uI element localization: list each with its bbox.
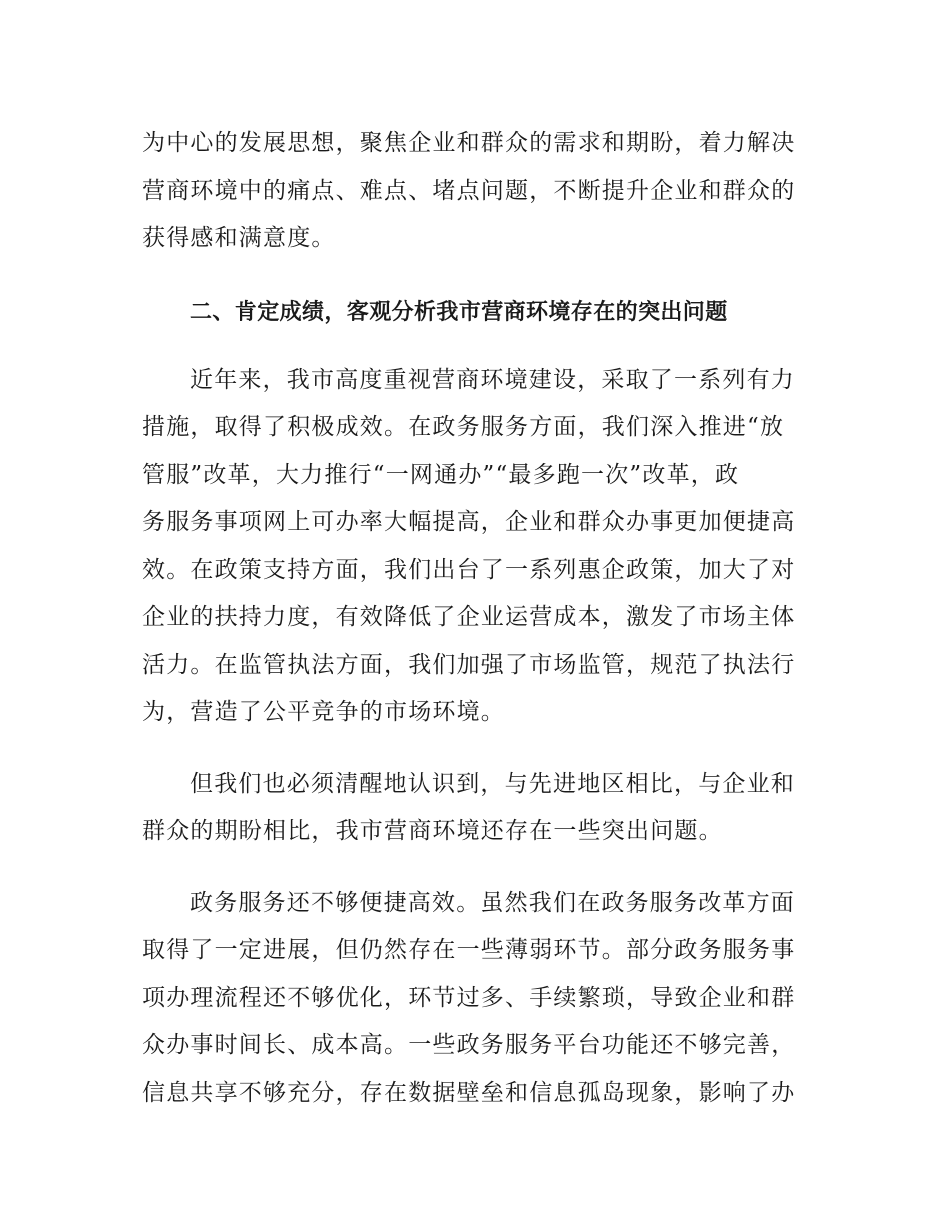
paragraph-line: 但我们也必须清醒地认识到，与先进地区相比，与企业和 [190,770,795,797]
paragraph-line: 效。在政策支持方面，我们出台了一系列惠企政策，加大了对 [142,556,796,583]
paragraph-line: 企业的扶持力度，有效降低了企业运营成本，激发了市场主体 [142,604,796,630]
paragraph-government-services [142,880,812,1118]
section-heading: 二、肯定成绩，客观分析我市营商环境存在的突出问题 [190,299,728,325]
paragraph-line: 项办理流程还不够优化，环节过多、手续繁琐，导致企业和群 [142,984,796,1011]
paragraph-line: 获得感和满意度。 [142,225,336,251]
paragraph-line: 为中心的发展思想，聚焦企业和群众的需求和期盼，着力解决 [142,130,796,156]
paragraph-line: 为，营造了公平竞争的市场环境。 [142,699,505,725]
paragraph-line: 取得了一定进展，但仍然存在一些薄弱环节。部分政务服务事 [142,937,796,963]
paragraph-problems-intro [142,761,812,856]
paragraph-continued [142,120,812,263]
paragraph-line: 务服务事项网上可办率大幅提高，企业和群众办事更加便捷高 [142,509,796,535]
paragraph-line: 群众的期盼相比，我市营商环境还存在一些突出问题。 [142,818,723,844]
paragraph-line: 众办事时间长、成本高。一些政务服务平台功能还不够完善， [142,1032,796,1058]
paragraph-line: 管服”改革，大力推行“一网通办”“最多跑一次”改革，政 [142,461,740,488]
paragraph-line: 措施，取得了积极成效。在政务服务方面，我们深入推进“放 [142,414,785,440]
paragraph-achievements [142,357,812,737]
paragraph-line: 营商环境中的痛点、难点、堵点问题，不断提升企业和群众的 [142,177,796,204]
paragraph-line: 信息共享不够充分，存在数据壁垒和信息孤岛现象，影响了办 [142,1079,796,1106]
paragraph-line: 近年来，我市高度重视营商环境建设，采取了一系列有力 [190,366,795,393]
paragraph-line: 政务服务还不够便捷高效。虽然我们在政务服务改革方面 [190,889,795,916]
document-body [142,120,812,1117]
paragraph-line: 活力。在监管执法方面，我们加强了市场监管，规范了执法行 [142,651,796,678]
